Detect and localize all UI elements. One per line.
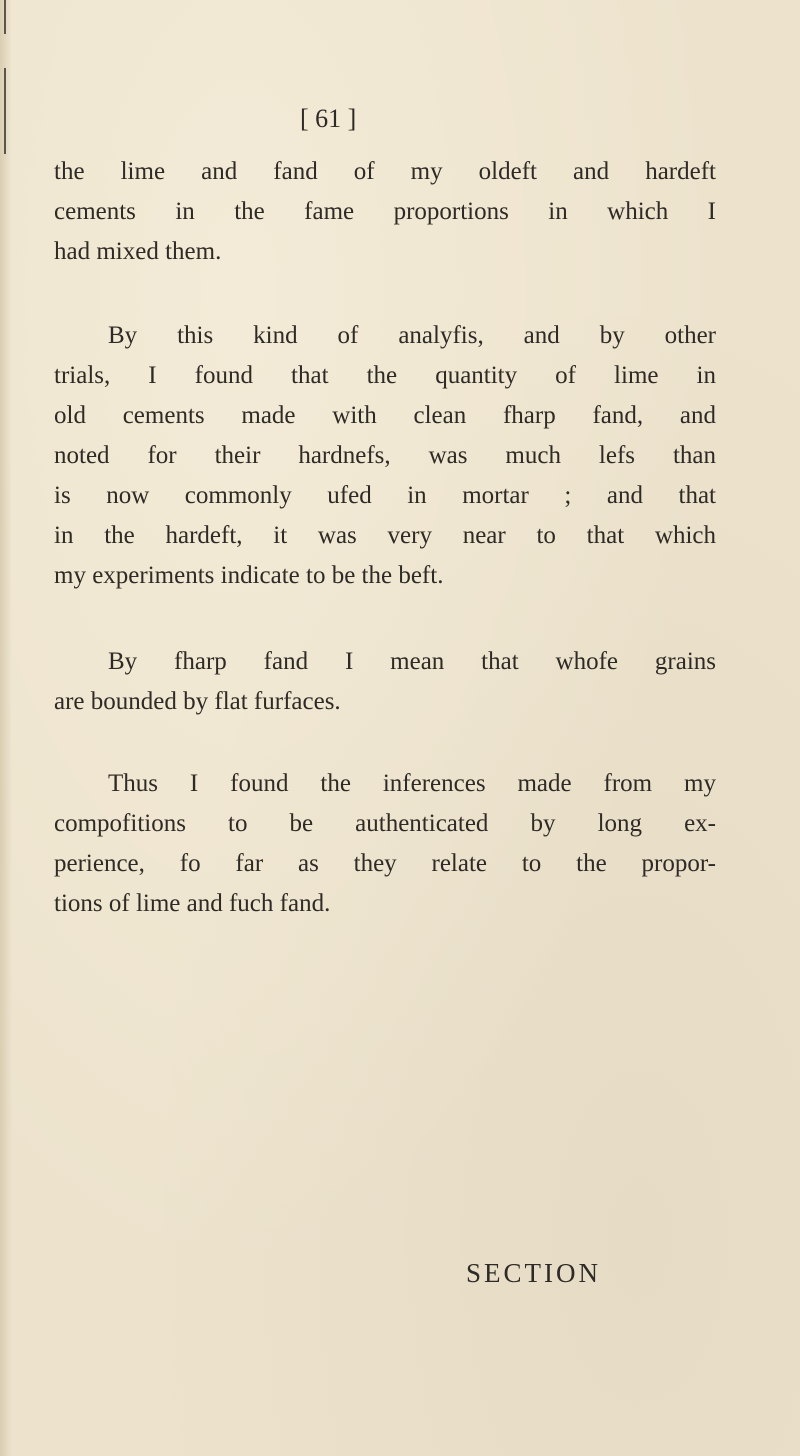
page-edge-mark xyxy=(4,0,6,34)
text-line: noted for their hardnefs, was much lefs than xyxy=(54,442,716,469)
catchword: SECTION xyxy=(466,1258,601,1288)
text-line: old cements made with clean fharp fand, and xyxy=(54,402,716,429)
text-line: are bounded by flat furfaces. xyxy=(54,688,341,715)
text-line: compofitions to be authenticated by long ex- xyxy=(54,810,716,837)
text-line: the lime and fand of my oldeft and hardeft xyxy=(54,158,716,185)
text-line: By fharp fand I mean that whofe grains xyxy=(108,648,716,675)
text-line: is now commonly ufed in mortar ; and that xyxy=(54,482,716,509)
text-line: perience, fo far as they relate to the propor- xyxy=(54,850,716,877)
text-line: tions of lime and fuch fand. xyxy=(54,890,331,917)
text-line: had mixed them. xyxy=(54,238,222,265)
page-edge-mark xyxy=(4,68,6,154)
text-line: Thus I found the inferences made from my xyxy=(108,770,716,797)
text-line: trials, I found that the quantity of lime in xyxy=(54,362,716,389)
text-line: By this kind of analyfis, and by other xyxy=(108,322,716,349)
text-line: my experiments indicate to be the beft. xyxy=(54,562,444,589)
text-line: in the hardeft, it was very near to that which xyxy=(54,522,716,549)
running-head-page-number: [ 61 ] xyxy=(300,104,357,133)
page-gutter-shadow xyxy=(0,0,12,1456)
text-line: cements in the fame proportions in which I xyxy=(54,198,716,225)
